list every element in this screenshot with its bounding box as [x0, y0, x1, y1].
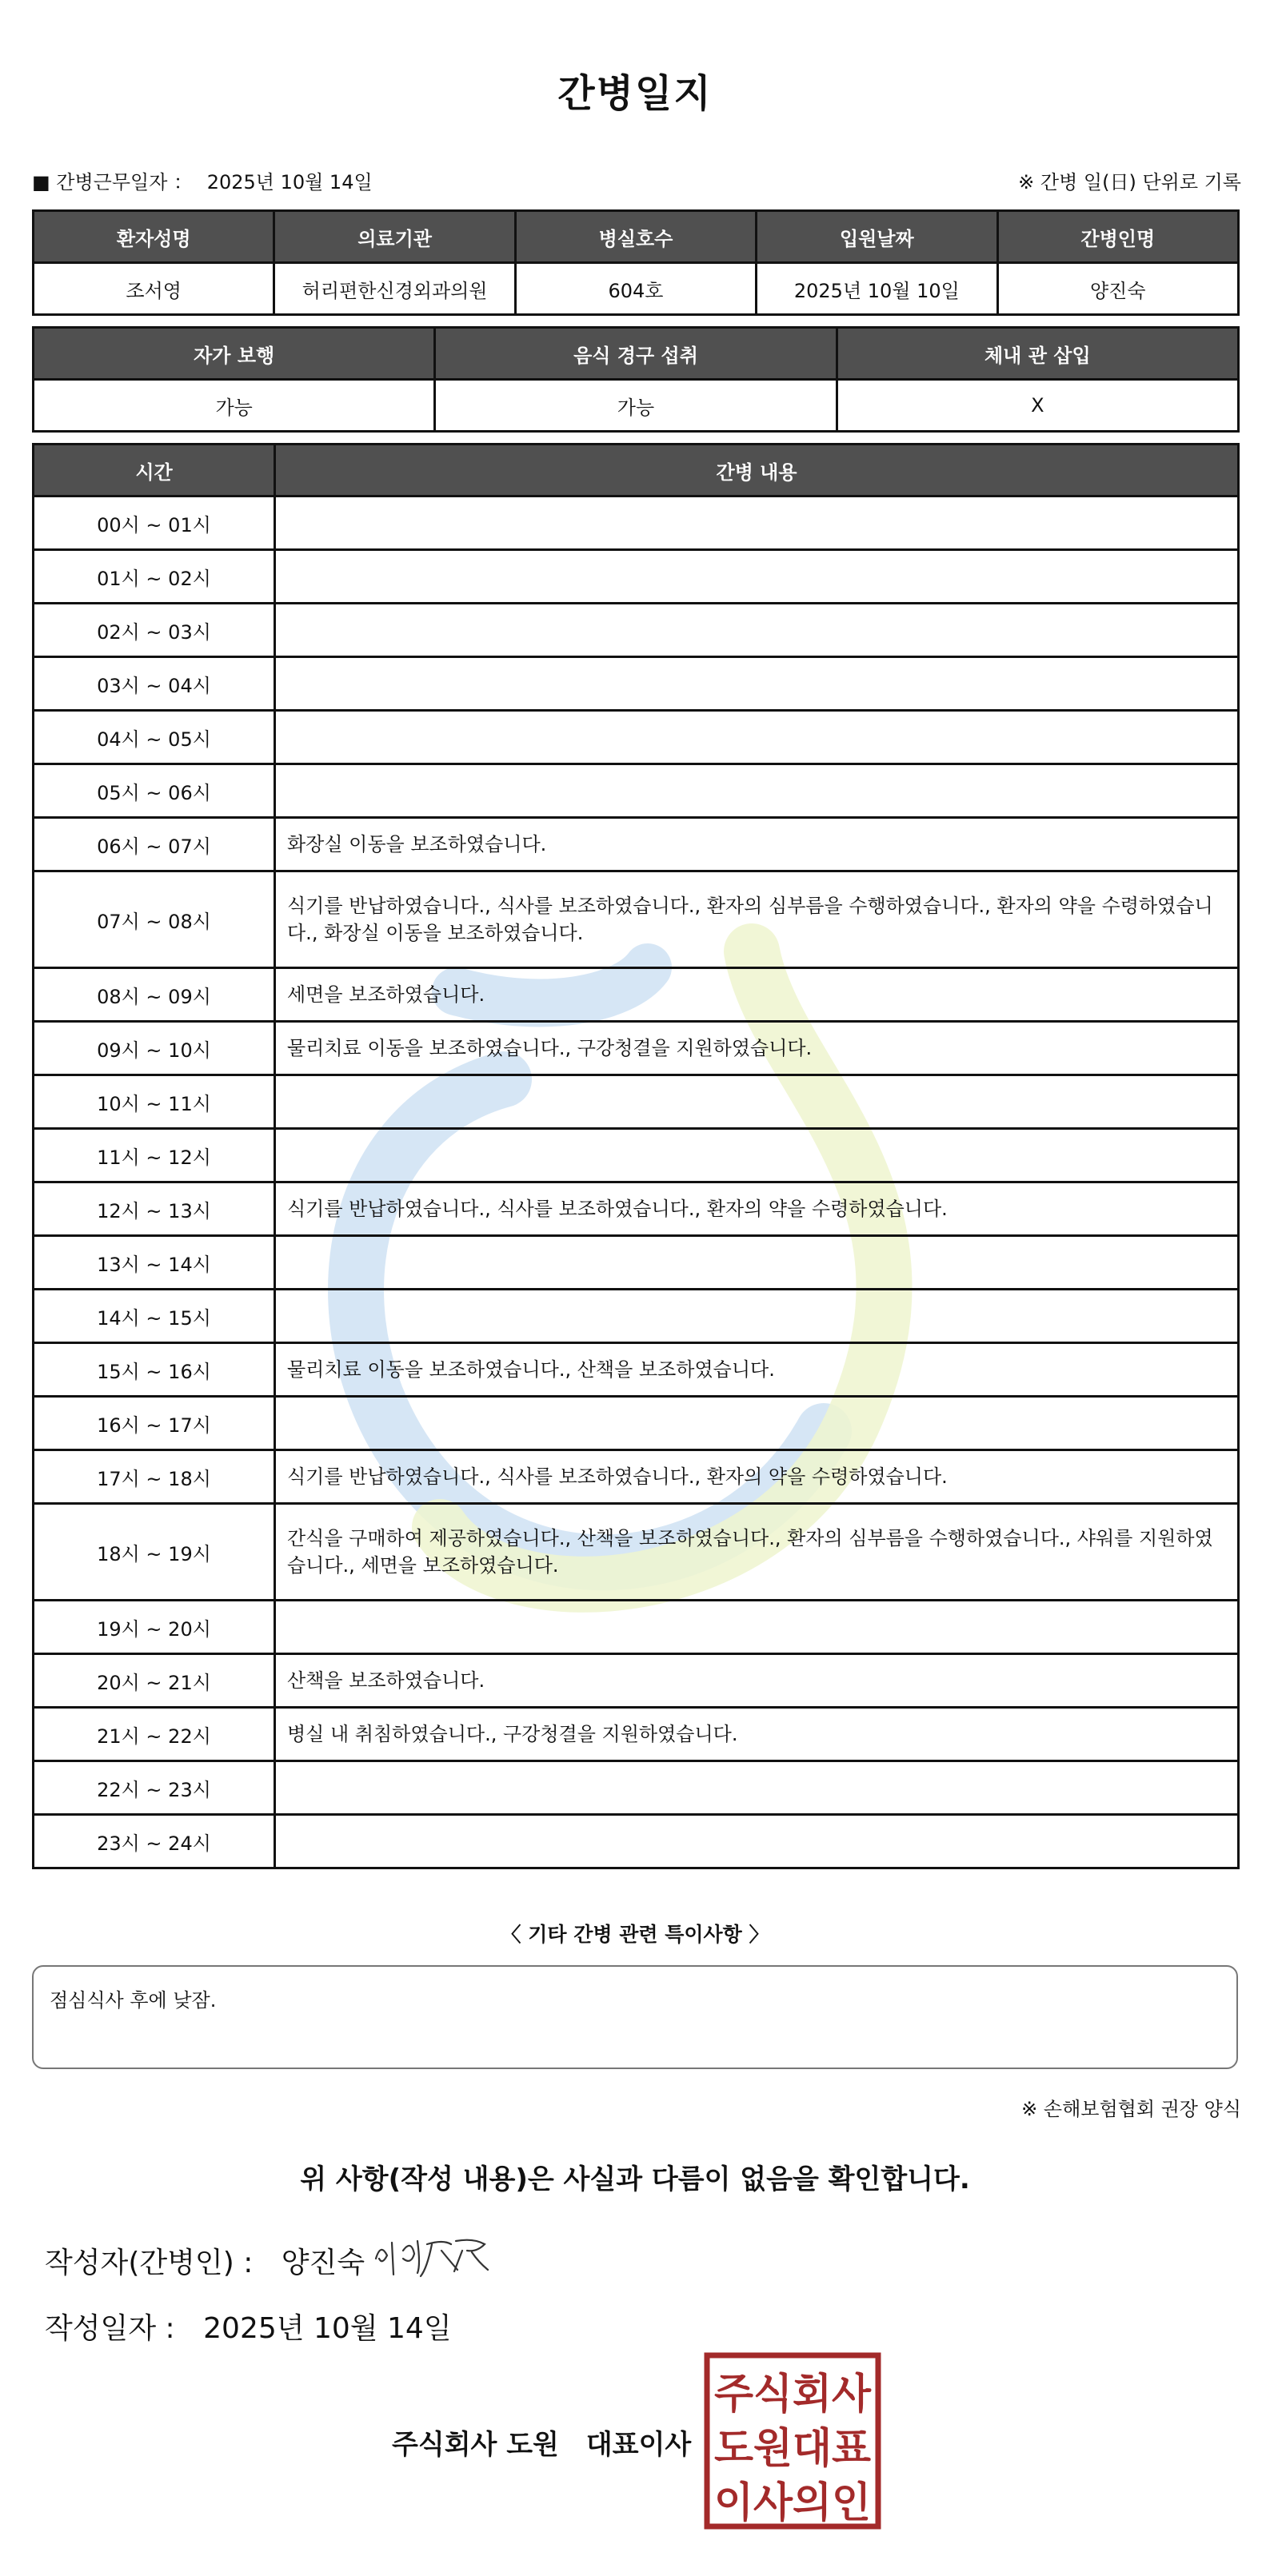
log-note: [275, 1236, 1239, 1290]
log-row: [34, 1182, 1239, 1236]
log-row: [34, 871, 1239, 968]
log-time: 21시 ~ 22시: [34, 1708, 275, 1761]
log-note: [275, 764, 1239, 818]
log-note: 식기를 반납하였습니다., 식사를 보조하였습니다., 환자의 약을 수령하였습니다.: [275, 1450, 1239, 1504]
log-time: 17시 ~ 18시: [34, 1450, 275, 1504]
special-notes-text: 점심식사 후에 낮잠.: [50, 1989, 217, 2012]
log-time: 18시 ~ 19시: [34, 1504, 275, 1601]
log-note: 병실 내 취침하였습니다., 구강청결을 지원하였습니다.: [275, 1708, 1239, 1761]
log-note: 세면을 보조하였습니다.: [275, 968, 1239, 1022]
special-notes-box: [32, 1965, 1238, 2069]
log-time: 22시 ~ 23시: [34, 1761, 275, 1815]
confirmation-statement: 위 사항(작성 내용)은 사실과 다름이 없음을 확인합니다.: [300, 2163, 970, 2195]
log-row: [34, 711, 1239, 764]
log-note: [275, 1761, 1239, 1815]
log-header-row: [34, 445, 1239, 496]
header-hospital: 의료기관: [274, 211, 515, 263]
patient-status-table: [32, 326, 1240, 433]
log-row: [34, 604, 1239, 657]
written-date-value: 2025년 10월 14일: [203, 2312, 452, 2345]
log-row: [34, 550, 1239, 604]
log-note: [275, 1815, 1239, 1868]
work-date: [32, 166, 373, 194]
header-oral-intake: 음식 경구 섭취: [435, 328, 837, 380]
patient-value-row: [34, 263, 1239, 315]
log-note: [275, 711, 1239, 764]
log-note: 식기를 반납하였습니다., 식사를 보조하였습니다., 환자의 심부름을 수행하였습니다., 환자의 약을 수령하였습니다., 화장실 이동을 보조하였습니다.: [275, 871, 1239, 968]
log-note: 화장실 이동을 보조하였습니다.: [275, 818, 1239, 871]
log-note: 물리치료 이동을 보조하였습니다., 구강청결을 지원하였습니다.: [275, 1022, 1239, 1075]
log-time: 13시 ~ 14시: [34, 1236, 275, 1290]
log-time: 20시 ~ 21시: [34, 1654, 275, 1708]
log-time: 08시 ~ 09시: [34, 968, 275, 1022]
log-row: [34, 657, 1239, 711]
writer-name: 양진숙: [281, 2247, 365, 2279]
log-row: [34, 1761, 1239, 1815]
log-time: 10시 ~ 11시: [34, 1075, 275, 1129]
oral-intake-value: 가능: [435, 380, 837, 432]
patient-info-table: [32, 209, 1240, 316]
tube-insertion-value: X: [837, 380, 1238, 432]
log-time: 05시 ~ 06시: [34, 764, 275, 818]
log-row: [34, 1601, 1239, 1654]
header-patient-name: 환자성명: [34, 211, 274, 263]
status-value-row: [34, 380, 1239, 432]
log-row: [34, 1654, 1239, 1708]
log-time: 00시 ~ 01시: [34, 496, 275, 550]
header-tube-insertion: 체내 관 삽입: [837, 328, 1238, 380]
log-note: [275, 1129, 1239, 1182]
caregiver-name: 양진숙: [997, 263, 1238, 315]
work-date-label: ■ 간병근무일자 ：: [32, 171, 194, 193]
log-row: [34, 1815, 1239, 1868]
log-time: 11시 ~ 12시: [34, 1129, 275, 1182]
patient-header-row: [34, 211, 1239, 263]
hospital-name: 허리편한신경외과의원: [274, 263, 515, 315]
log-note: [275, 550, 1239, 604]
log-row: [34, 1708, 1239, 1761]
document-title: 간병일지: [557, 71, 713, 116]
log-row: [34, 1450, 1239, 1504]
log-row: [34, 818, 1239, 871]
header-self-walking: 자가 보행: [34, 328, 435, 380]
log-note: [275, 1601, 1239, 1654]
status-header-row: [34, 328, 1239, 380]
header-caregiver: 간병인명: [997, 211, 1238, 263]
log-row: [34, 1290, 1239, 1343]
header-care-content: 간병 내용: [275, 445, 1239, 496]
log-note: 간식을 구매하여 제공하였습니다., 산책을 보조하였습니다., 환자의 심부름을 수행하였습니다., 샤워를 지원하였습니다., 세면을 보조하였습니다.: [275, 1504, 1239, 1601]
log-time: 06시 ~ 07시: [34, 818, 275, 871]
unit-note: ※ 간병 일(日) 단위로 기록: [1018, 171, 1241, 193]
log-row: [34, 1236, 1239, 1290]
written-date-row: [45, 2306, 452, 2347]
log-row: [34, 1343, 1239, 1397]
log-note: 식기를 반납하였습니다., 식사를 보조하였습니다., 환자의 약을 수령하였습니다.: [275, 1182, 1239, 1236]
log-note: [275, 1075, 1239, 1129]
log-time: 16시 ~ 17시: [34, 1397, 275, 1450]
admission-date: 2025년 10월 10일: [757, 263, 997, 315]
log-row: [34, 1397, 1239, 1450]
header-admission-date: 입원날짜: [757, 211, 997, 263]
log-time: 23시 ~ 24시: [34, 1815, 275, 1868]
svg-text:주식회사: 주식회사: [714, 2371, 872, 2418]
log-time: 12시 ~ 13시: [34, 1182, 275, 1236]
log-time: 02시 ~ 03시: [34, 604, 275, 657]
log-time: 15시 ~ 16시: [34, 1343, 275, 1397]
work-date-value: 2025년 10월 14일: [206, 171, 373, 193]
handwritten-signature: [368, 2227, 496, 2283]
log-time: 14시 ~ 15시: [34, 1290, 275, 1343]
log-note: [275, 496, 1239, 550]
care-log-table: [32, 443, 1240, 1869]
company-signature: 주식회사 도원 대표이사: [392, 2429, 692, 2461]
log-row: [34, 1022, 1239, 1075]
special-notes-heading: 〈 기타 간병 관련 특이사항 〉: [501, 1923, 769, 1946]
log-time: 03시 ~ 04시: [34, 657, 275, 711]
log-row: [34, 1075, 1239, 1129]
writer-label: 작성자(간병인) :: [45, 2247, 254, 2279]
log-row: [34, 1129, 1239, 1182]
log-time: 19시 ~ 20시: [34, 1601, 275, 1654]
recommendation-note: ※ 손해보험협회 권장 양식: [1021, 2098, 1241, 2120]
room-number: 604호: [515, 263, 756, 315]
log-note: 산책을 보조하였습니다.: [275, 1654, 1239, 1708]
svg-text:이사의인: 이사의인: [714, 2479, 871, 2527]
log-row: [34, 968, 1239, 1022]
patient-name: 조서영: [34, 263, 274, 315]
log-time: 04시 ~ 05시: [34, 711, 275, 764]
log-time: 01시 ~ 02시: [34, 550, 275, 604]
self-walking-value: 가능: [34, 380, 435, 432]
header-room: 병실호수: [515, 211, 756, 263]
log-row: [34, 496, 1239, 550]
header-time: 시간: [34, 445, 275, 496]
log-time: 07시 ~ 08시: [34, 871, 275, 968]
log-note: 물리치료 이동을 보조하였습니다., 산책을 보조하였습니다.: [275, 1343, 1239, 1397]
written-date-label: 작성일자 :: [45, 2312, 175, 2345]
log-time: 09시 ~ 10시: [34, 1022, 275, 1075]
writer-row: [45, 2240, 365, 2281]
log-note: [275, 1397, 1239, 1450]
svg-text:도원대표: 도원대표: [714, 2425, 871, 2473]
log-row: [34, 1504, 1239, 1601]
log-row: [34, 764, 1239, 818]
log-note: [275, 1290, 1239, 1343]
log-note: [275, 657, 1239, 711]
company-seal: [704, 2352, 881, 2530]
log-note: [275, 604, 1239, 657]
